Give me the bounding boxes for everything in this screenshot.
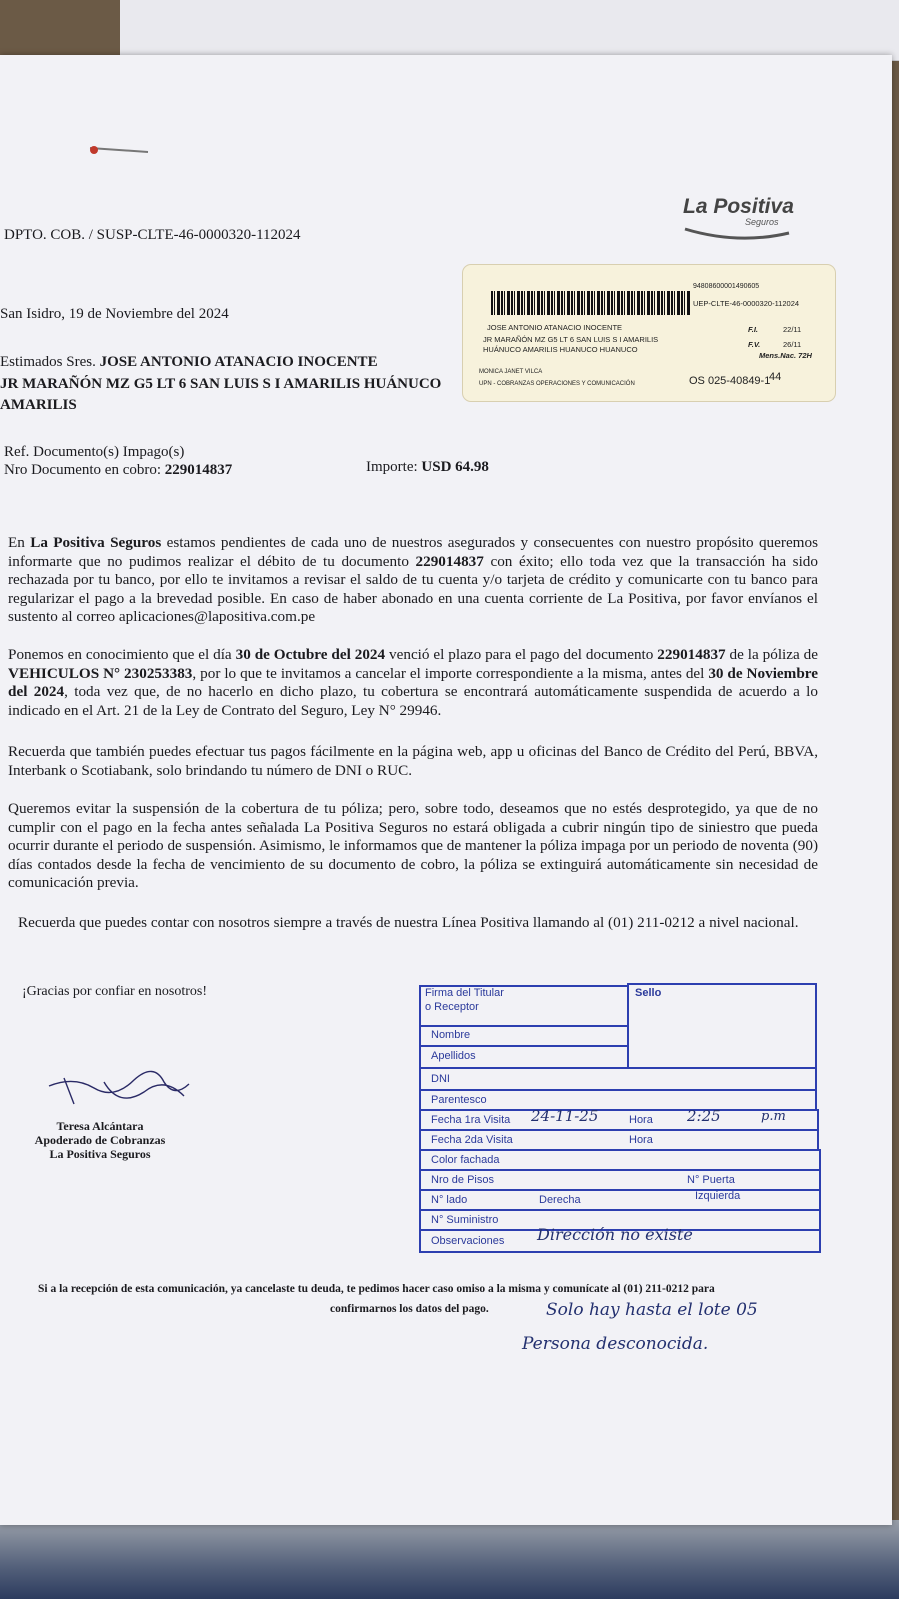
- stamp-firma-label: Firma del Titular: [425, 987, 504, 999]
- label-department: UPN - COBRANZAS OPERACIONES Y COMUNICACIÓN: [479, 381, 635, 387]
- p2-e: de la póliza de: [725, 646, 818, 663]
- p2-c: venció el plazo para el pago del documento: [385, 646, 658, 663]
- signature-block: [30, 1119, 170, 1161]
- stamp-nombre-label: Nombre: [431, 1029, 471, 1041]
- label-address-1: JR MARAÑÓN MZ G5 LT 6 SAN LUIS S I AMARILIS: [483, 335, 659, 344]
- p1-d: 229014837: [415, 552, 484, 570]
- p1-b: La Positiva Seguros: [30, 534, 162, 551]
- shipping-label: [462, 264, 836, 402]
- doc-label: Nro Documento en cobro:: [4, 462, 162, 478]
- logo-swoosh-icon: [683, 223, 793, 241]
- reference-code: DPTO. COB. / SUSP-CLTE-46-0000320-112024: [4, 227, 301, 243]
- stamp-receptor-label: o Receptor: [425, 1001, 479, 1013]
- doc-number: 229014837: [164, 462, 233, 478]
- label-fi-value: 22/11: [783, 325, 802, 334]
- stamp-observaciones-value: Dirección no existe: [537, 1225, 693, 1244]
- paragraph-1: [8, 534, 818, 627]
- signer-name: Teresa Alcántara: [56, 1119, 144, 1133]
- stamp-npuerta-label: N° Puerta: [687, 1174, 735, 1186]
- footer-line-2: confirmarnos los datos del pago.: [330, 1303, 489, 1315]
- amount-label: Importe:: [366, 459, 418, 475]
- stamp-dni-cell: [419, 1067, 817, 1091]
- paragraph-5: Recuerda que puedes contar con nosotros siempre a través de nuestra Línea Positiva llamando al (01) 211-0212 a nivel nacional.: [18, 914, 799, 931]
- logo-sub: Seguros: [745, 217, 779, 227]
- stamp-lado-cell: [419, 1189, 821, 1211]
- stamp-izquierda-label: Izquierda: [695, 1190, 741, 1202]
- label-address-2: HUÁNUCO AMARILIS HUANUCO HUANUCO: [483, 345, 638, 354]
- label-fv: F.V.: [748, 340, 761, 349]
- stamp-fecha2-label: Fecha 2da Visita: [431, 1134, 513, 1146]
- handwritten-note-1: Solo hay hasta el lote 05: [546, 1300, 758, 1320]
- stamp-derecha-label: Derecha: [539, 1194, 581, 1206]
- label-fv-value: 26/11: [783, 340, 802, 349]
- recipient-name: JOSE ANTONIO ATANACIO INOCENTE: [99, 354, 378, 370]
- p2-f: VEHICULOS N° 230253383: [8, 664, 193, 682]
- p2-a: Ponemos en conocimiento que el día: [8, 646, 236, 663]
- stamp-suministro-label: N° Suministro: [431, 1214, 499, 1226]
- recipient-address-1: JR MARAÑÓN MZ G5 LT 6 SAN LUIS S I AMARILIS HUÁNUCO: [0, 376, 442, 392]
- recipient-address-2: AMARILIS: [0, 397, 77, 413]
- stamp-fecha1-value: 24-11-25: [531, 1107, 599, 1125]
- paragraph-4: Queremos evitar la suspensión de la cobertura de tu póliza; pero, sobre todo, deseamos que no estés desprotegido, ya que de no cumplir con el pago en la fecha antes señalada La Positiva Seguros no estará obligada a cubrir ningún tipo de siniestro que pueda ocurrir durante el periodo de suspensión. Asimismo, le informamos que de mantener la póliza impaga por un periodo de noventa (90) días contados desde la fecha de vencimiento de su documento de cobro, la póliza se extinguirá automáticamente sin necesidad de comunicación previa.: [8, 800, 818, 891]
- p2-d: 229014837: [657, 646, 726, 663]
- paragraph-3: Recuerda que también puedes efectuar tus pagos fácilmente en la página web, app u oficinas del Banco de Crédito del Perú, BBVA, Interbank o Scotiabank, solo brindando tu número de DNI o RUC.: [8, 743, 818, 779]
- stamp-parentesco-label: Parentesco: [431, 1094, 487, 1106]
- salutation-prefix: Estimados Sres.: [0, 354, 96, 370]
- stamp-dni-label: DNI: [431, 1073, 450, 1085]
- stamp-hora2-label: Hora: [629, 1134, 653, 1146]
- stamp-hora-label: Hora: [629, 1114, 653, 1126]
- label-count: 44: [769, 371, 782, 383]
- p1-a: En: [8, 534, 31, 551]
- label-code: UEP-CLTE-46-0000320-112024: [693, 299, 800, 308]
- thanks-line: ¡Gracias por confiar en nosotros!: [22, 984, 208, 999]
- stamp-color-label: Color fachada: [431, 1154, 500, 1166]
- paragraph-2: [8, 646, 818, 720]
- label-fi: F.I.: [748, 325, 759, 334]
- amount-value: USD 64.98: [421, 459, 489, 475]
- p1-e: con éxito; ello toda vez que la transacción ha sido rechazada por tu banco, por ello te invitamos a revisar el saldo de tu cuenta y/o tarjeta de crédito y comunicarte con tu banco para regularizar el pago a la brevedad posible. En caso de haber abonado en una cuenta corriente de La Positiva, por favor envíanos el sustento al correo aplicaciones@lapositiva.com.pe: [8, 552, 818, 625]
- ref-line: Ref. Documento(s) Impago(s): [4, 444, 185, 460]
- background-plastic: [0, 1520, 899, 1599]
- stamp-hora-value: 2:25: [687, 1107, 721, 1125]
- stamp-fecha1-label: Fecha 1ra Visita: [431, 1114, 511, 1126]
- footer-line-1: Si a la recepción de esta comunicación, ya cancelaste tu deuda, te pedimos hacer caso omiso a la misma y comunícate al (01) 211-0212 para: [38, 1283, 715, 1295]
- doc-line: [4, 462, 232, 479]
- label-os-number: OS 025-40849-1: [689, 375, 771, 387]
- la-positiva-logo: [683, 195, 794, 227]
- p1-c: estamos pendientes de cada uno de nuestros asegurados y consecuentes con nuestro propósito queremos informarte que no pudimos realizar el débito de tu documento: [8, 534, 819, 570]
- logo-name: La Positiva: [683, 195, 794, 218]
- stamp-sello-label: Sello: [635, 987, 662, 999]
- salutation: [0, 354, 378, 371]
- stamp-pisos-label: Nro de Pisos: [431, 1174, 494, 1186]
- amount-line: [366, 459, 489, 476]
- handwritten-note-2: Persona desconocida.: [522, 1334, 709, 1354]
- barcode-icon: [491, 291, 691, 315]
- stamp-observaciones-label: Observaciones: [431, 1235, 505, 1247]
- p2-i: , toda vez que, de no hacerlo en dicho plazo, tu cobertura se encontrará automáticamente suspendida de acuerdo a lo indicado en el Art. 21 de la Ley de Contrato del Seguro, Ley N° 29946.: [8, 683, 818, 719]
- background-paper-top: [120, 0, 899, 61]
- signature-scribble: [44, 1058, 194, 1118]
- label-barcode-number: 94808600001490605: [693, 283, 760, 290]
- p2-g: , por lo que te invitamos a cancelar el importe correspondiente a la misma, antes del: [192, 664, 709, 682]
- label-name: JOSE ANTONIO ATANACIO INOCENTE: [487, 323, 623, 332]
- place-date: San Isidro, 19 de Noviembre del 2024: [0, 306, 229, 322]
- stamp-ampm-value: p.m: [761, 1109, 786, 1124]
- label-contact: MONICA JANET VILCA: [479, 369, 543, 375]
- p2-b: 30 de Octubre del 2024: [235, 646, 386, 663]
- p2-h: 30 de Noviembre del 2024: [8, 664, 818, 700]
- courier-stamp: [419, 985, 826, 1260]
- signer-company: La Positiva Seguros: [49, 1147, 151, 1161]
- label-service: Mens.Nac. 72H: [759, 351, 812, 360]
- stamp-apellidos-label: Apellidos: [431, 1050, 476, 1062]
- stamp-nlado-label: N° lado: [431, 1194, 468, 1206]
- signer-role: Apoderado de Cobranzas: [34, 1133, 166, 1147]
- staple-icon: [84, 140, 154, 160]
